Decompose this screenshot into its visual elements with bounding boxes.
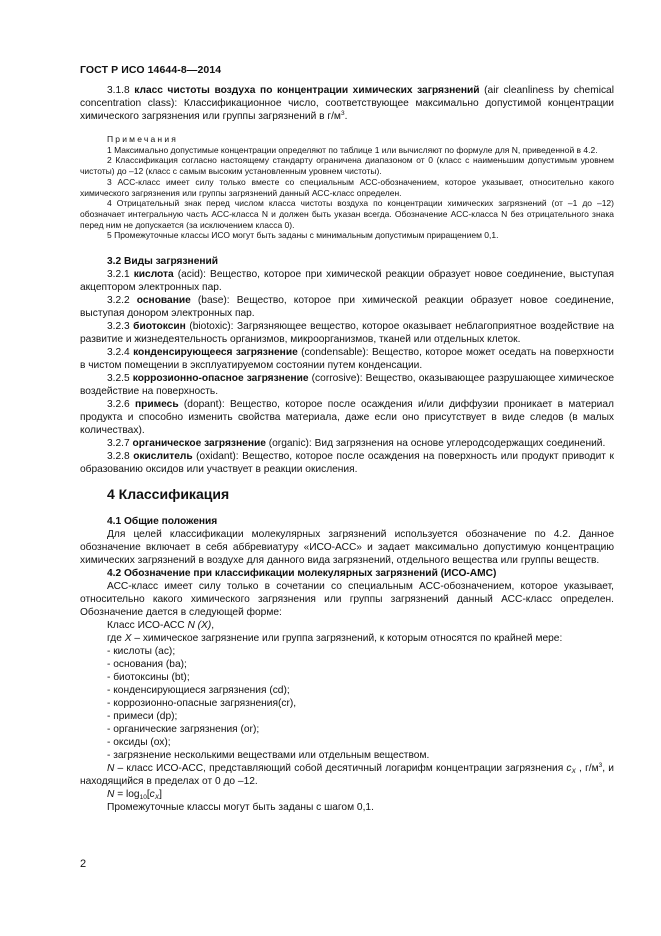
def-text: (acid): Вещество, которое при химической реакции образует новое соединение, выступая акцептором электронных пар.: [80, 269, 614, 294]
note-item: 3 АСС-класс имеет силу только вместе со специальным АСС-обозначением, которое указывает, относительно какого химического загрязнения или группы загрязнений данный АСС-класс определен.: [80, 176, 614, 198]
def-number: 3.2.4: [107, 347, 134, 359]
section-heading-3-2: 3.2 Виды загрязнений: [107, 256, 219, 268]
unit-exponent: 3: [340, 110, 345, 117]
n-definition: [80, 762, 614, 788]
note-item: 5 Промежуточные классы ИСО могут быть заданы с минимальным допустимым приращением 0,1.: [107, 230, 499, 241]
definition-3-1-8: [80, 84, 614, 123]
def-term: кислота: [133, 269, 174, 281]
def-text: (air cleanliness by chemical concentration class): Классификационное число, соответствующее максимально допустимой концентрации химического загрязнения или группы загрязнений в г/м: [80, 85, 614, 122]
def-text: (corrosive): Вещество, оказывающее разрушающее химическое воздействие на поверхность.: [80, 373, 614, 398]
subscript-x: X: [571, 768, 576, 776]
def-text: (biotoxic): Загрязняющее вещество, которое оказывает неблагоприятное воздействие на развитие и жизнедеятельность организмов, микроорганизмов, тканей или отдельных клеток.: [80, 321, 614, 346]
definition-3-2-5: [80, 372, 614, 398]
list-item: - основания (bа);: [107, 659, 187, 671]
formula-c: c: [149, 789, 155, 801]
def-term: коррозионно-опасное загрязнение: [132, 373, 309, 385]
paragraph-4-1: Для целей классификации молекулярных загрязнений используется обозначение по 4.2. Данное обозначение включает в себя аббревиатуру «ИСО-АСС» и задает максимально допустимую концентрацию химических загрязнений в воздухе для данного вида загрязнений, отдельного вещества или группы веществ.: [80, 529, 614, 567]
definition-3-2-6: [80, 398, 614, 437]
class-suffix: ,: [211, 620, 215, 632]
n-end: , и находящийся в пределах от 0 до –12.: [80, 763, 614, 788]
definition-3-2-3: [80, 320, 614, 346]
def-number: 3.2.1: [107, 269, 134, 281]
def-number: 3.2.5: [107, 373, 133, 385]
paragraph-4-2: АСС-класс имеет силу только в сочетании со специальным АСС-обозначением, которое указывает, относительно какого химического загрязнения или группы загрязнений данный АСС-класс определен. Обозначение дается в следующей форме:: [80, 581, 614, 619]
list-item: - органические загрязнения (or);: [107, 724, 260, 736]
where-text: – химическое загрязнение или группа загрязнений, к которым относятся по крайней мере:: [131, 633, 563, 645]
definition-3-2-4: [80, 346, 614, 372]
where-prefix: где: [107, 633, 125, 645]
def-number: 3.2.3: [107, 321, 134, 333]
n-text: – класс ИСО-АСС, представляющий собой десятичный логарифм концентрации загрязнения: [114, 763, 567, 775]
list-item: - конденсирующиеся загрязнения (cd);: [107, 685, 290, 697]
def-term: примесь: [134, 399, 179, 411]
definition-3-2-1: [80, 268, 614, 294]
def-text: (dopant): Вещество, которое после осаждения и/или диффузии проникает в материал продукта и способно изменить свойства материала, даже если оно присутствует в виде следов (в малых количествах).: [80, 399, 614, 437]
section-heading-4: 4 Классификация: [107, 486, 230, 503]
formula-bracket-open: [: [146, 789, 150, 801]
def-number: 3.2.2: [107, 295, 137, 307]
formula-log-base: 10: [139, 794, 147, 802]
def-number: 3.2.7: [107, 438, 133, 450]
definition-3-2-7: [80, 437, 614, 450]
list-item: - оксиды (ох);: [107, 737, 171, 749]
def-number: 3.1.8: [107, 85, 135, 96]
class-formula: N (X): [187, 620, 212, 632]
variable-n: N: [107, 763, 115, 775]
formula-n: N: [107, 789, 115, 801]
def-text: (oxidant): Вещество, которое после осаждения на поверхность или продукт приводит к образованию оксидов или участвует в реакции окисления.: [80, 451, 614, 476]
page-content: [80, 84, 614, 814]
def-text: (organic): Вид загрязнения на основе углеродсодержащих соединений.: [265, 438, 606, 450]
def-term: основание: [136, 295, 191, 307]
def-text: (condensable): Вещество, которое может оседать на поверхности в чистом помещении в эксплуатируемом состоянии путем конденсации.: [80, 347, 614, 372]
def-number: 3.2.6: [107, 399, 135, 411]
page-number: 2: [80, 858, 87, 870]
def-term: класс чистоты воздуха по концентрации химических загрязнений: [134, 85, 480, 96]
note-item: 1 Максимально допустимые концентрации определяют по таблице 1 или вычисляют по формуле для N, приведенной в 4.2.: [107, 144, 598, 155]
formula-bracket-close: ]: [159, 789, 162, 801]
class-designation: [80, 619, 614, 632]
def-number: 3.2.8: [107, 451, 134, 463]
variable-c: c: [566, 763, 572, 775]
list-item: - загрязнение несколькими веществами или отдельным веществом.: [107, 750, 430, 762]
def-term: конденсирующееся загрязнение: [133, 347, 298, 359]
list-item: - кислоты (ас);: [107, 646, 176, 658]
list-item: - примеси (dp);: [107, 711, 178, 723]
section-heading-4-2: 4.2 Обозначение при классификации молекулярных загрязнений (ИСО-АМС): [107, 568, 497, 580]
section-heading-4-1: 4.1 Общие положения: [107, 516, 218, 528]
list-item: - коррозионно-опасные загрязнения(cr),: [107, 698, 297, 710]
document-header: ГОСТ Р ИСО 14644-8—2014: [80, 64, 222, 76]
unit-exponent: 3: [598, 762, 603, 770]
where-clause: [80, 632, 614, 645]
def-text: (base): Вещество, которое при химической реакции образует новое соединение, выступая донором электронных пар.: [80, 295, 614, 320]
final-paragraph: Промежуточные классы могут быть заданы с шагом 0,1.: [107, 802, 374, 814]
formula-log: = log: [114, 789, 140, 801]
class-prefix: Класс ИСО-АСС: [107, 620, 188, 632]
note-item: 4 Отрицательный знак перед числом класса чистоты воздуха по концентрации химических загрязнений (от –1 до –12) обозначает интегральную часть АСС-класса N и должен быть указан всегда. Обозначение АСС-класса N без отрицательного знака перед ним не допускается (за исключением класса 0).: [80, 198, 614, 230]
notes-title: Примечания: [107, 134, 179, 144]
def-term: биотоксин: [133, 321, 186, 333]
list-item: - биотоксины (bt);: [107, 672, 190, 684]
definition-3-2-8: [80, 450, 614, 476]
def-end: .: [344, 111, 348, 122]
definition-3-2-2: [80, 294, 614, 320]
unit-text: , г/м: [575, 763, 599, 775]
def-term: окислитель: [133, 451, 193, 463]
def-term: органическое загрязнение: [132, 438, 266, 450]
formula-c-subscript: X: [154, 794, 160, 802]
formula: [80, 788, 614, 801]
variable-x: X: [124, 633, 132, 645]
note-item: 2 Классификация согласно настоящему стандарту ограничена диапазоном от 0 (класс с наименьшим допустимым уровнем чистоты) до –12 (класс с самым высоким установленным уровнем чистоты).: [80, 155, 614, 177]
